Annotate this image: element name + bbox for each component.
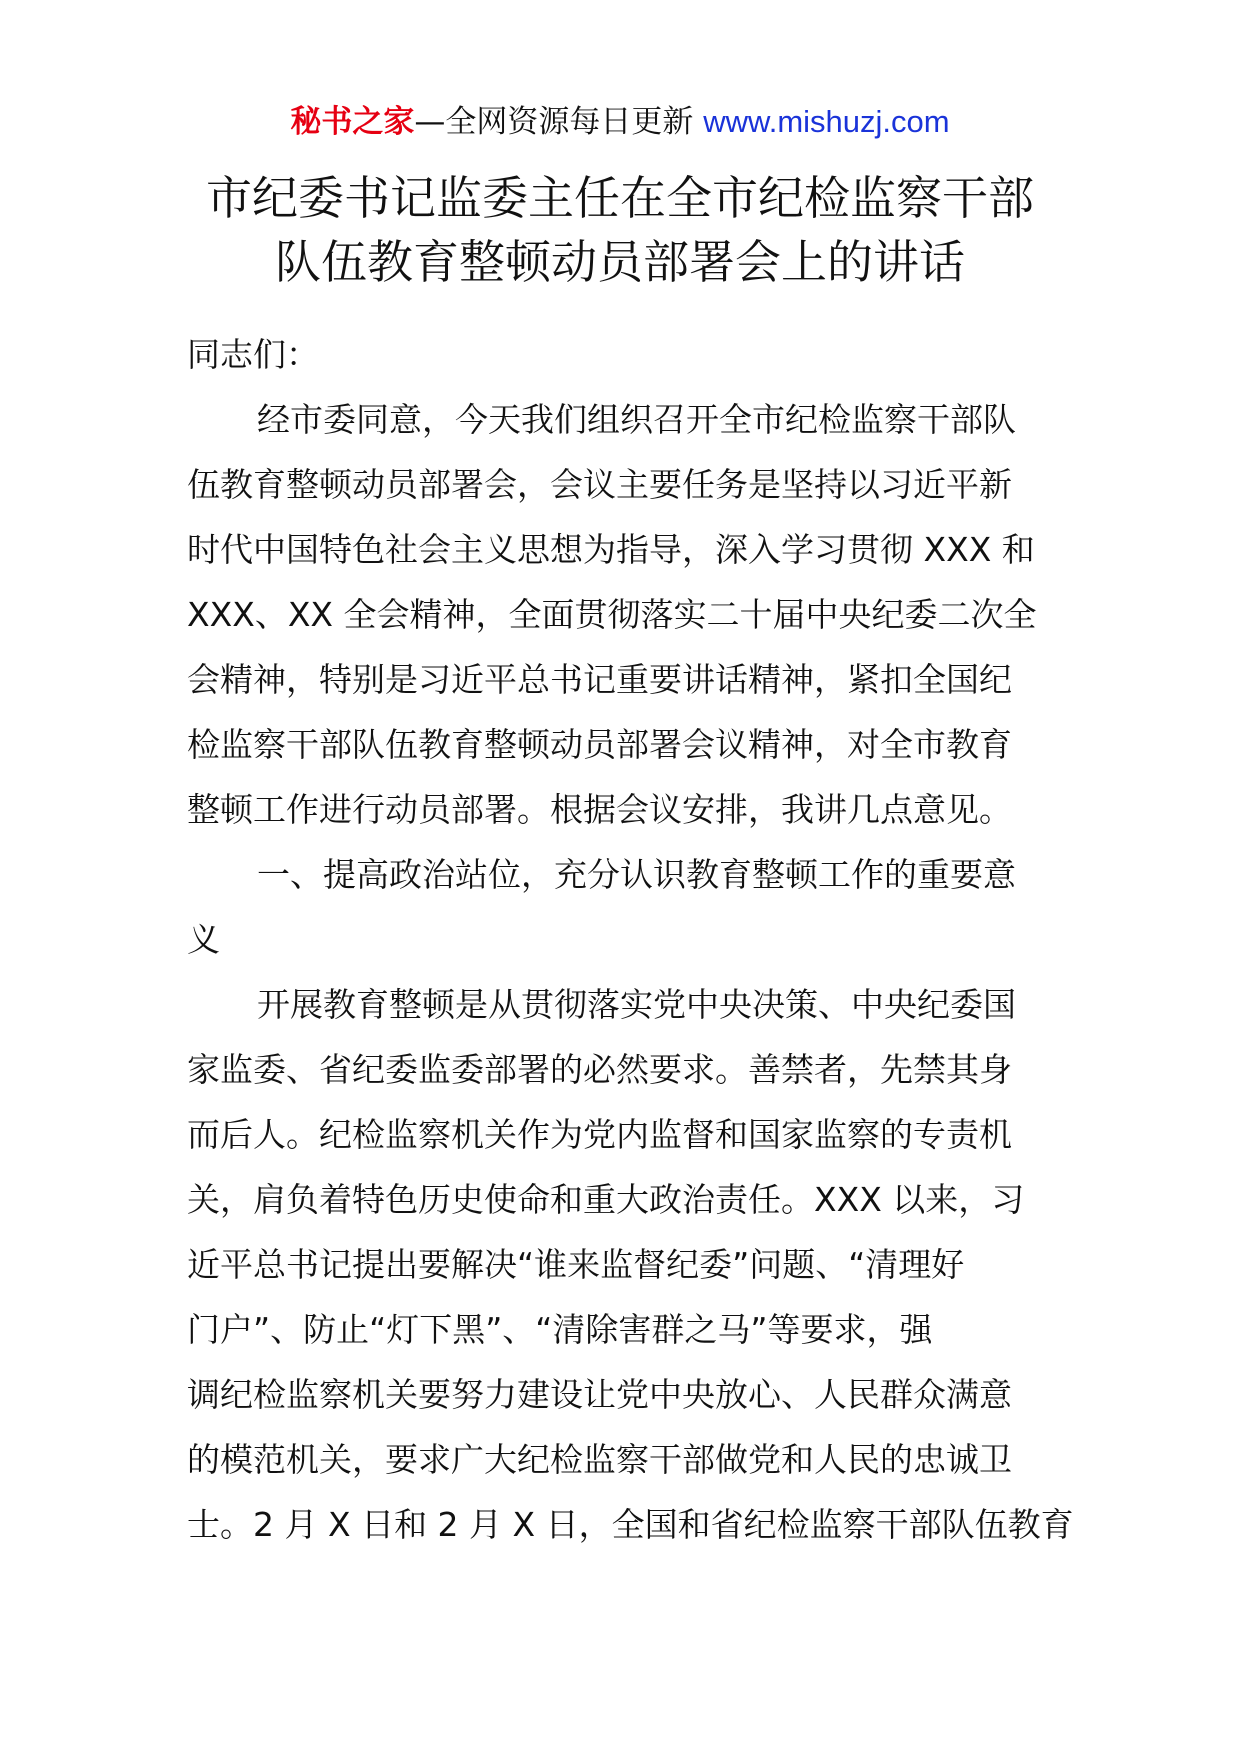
paragraph-line: 近平总书记提出要解决“谁来监督纪委”问题、“清理好 xyxy=(187,1245,965,1284)
title-line-2: 队伍教育整顿动员部署会上的讲话 xyxy=(275,235,965,289)
paragraph-line: 的模范机关，要求广大纪检监察干部做党和人民的忠诚卫 xyxy=(187,1440,1012,1479)
paragraph-line: 门户”、防止“灯下黑”、“清除害群之马”等要求，强 xyxy=(187,1310,933,1349)
source-banner xyxy=(0,100,1240,144)
title-line-1: 市纪委书记监委主任在全市纪检监察干部 xyxy=(206,171,1034,225)
section-heading-line: 一、提高政治站位，充分认识教育整顿工作的重要意 xyxy=(257,855,1016,894)
paragraph-line: 开展教育整顿是从贯彻落实党中央决策、中央纪委国 xyxy=(257,985,1016,1024)
paragraph-line: 整顿工作进行动员部署。根据会议安排，我讲几点意见。 xyxy=(187,790,1012,829)
paragraph-line: 家监委、省纪委监委部署的必然要求。善禁者，先禁其身 xyxy=(187,1050,1012,1089)
site-url-link[interactable]: www.mishuzj.com xyxy=(703,104,950,139)
paragraph-line: 而后人。纪检监察机关作为党内监督和国家监察的专责机 xyxy=(187,1115,1012,1154)
paragraph-line: 伍教育整顿动员部署会，会议主要任务是坚持以习近平新 xyxy=(187,465,1012,504)
speech-body xyxy=(187,322,1074,1557)
paragraph-line: XXX、XX 全会精神，全面贯彻落实二十届中央纪委二次全 xyxy=(187,595,1037,634)
paragraph-line: 士。2 月 X 日和 2 月 X 日，全国和省纪检监察干部队伍教育 xyxy=(187,1505,1074,1544)
paragraph-line: 检监察干部队伍教育整顿动员部署会议精神，对全市教育 xyxy=(187,725,1012,764)
paragraph-line: 会精神，特别是习近平总书记重要讲话精神，紧扣全国纪 xyxy=(187,660,1012,699)
paragraph-line: 关，肩负着特色历史使命和重大政治责任。XXX 以来，习 xyxy=(187,1180,1025,1219)
salutation: 同志们： xyxy=(187,335,319,374)
section-heading-line: 义 xyxy=(187,920,220,959)
brand-name: 秘书之家 xyxy=(290,104,415,140)
banner-slogan: —全网资源每日更新 xyxy=(414,104,704,140)
paragraph-line: 调纪检监察机关要努力建设让党中央放心、人民群众满意 xyxy=(187,1375,1012,1414)
paragraph-line: 经市委同意，今天我们组织召开全市纪检监察干部队 xyxy=(257,400,1016,439)
paragraph-line: 时代中国特色社会主义思想为指导，深入学习贯彻 XXX 和 xyxy=(187,530,1035,569)
document-title xyxy=(150,166,1090,294)
